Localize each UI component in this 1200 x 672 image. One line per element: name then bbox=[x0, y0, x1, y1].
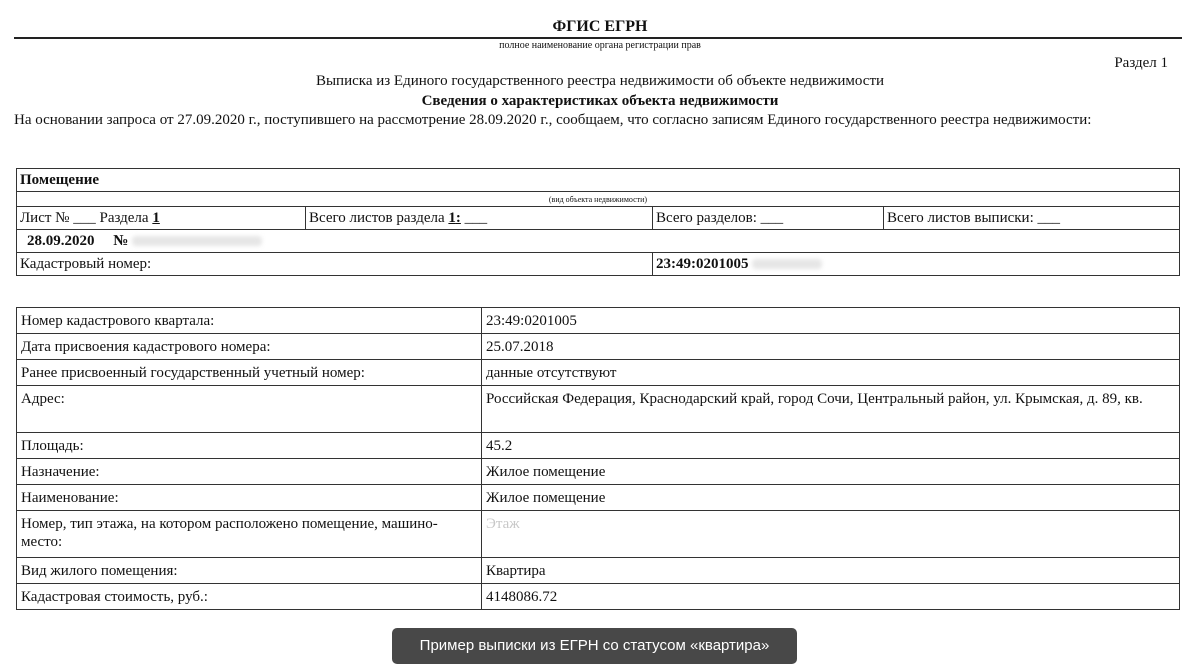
property-row bbox=[17, 360, 1180, 386]
property-value: 45.2 bbox=[482, 433, 1180, 459]
property-value: 25.07.2018 bbox=[482, 334, 1180, 360]
property-value: 4148086.72 bbox=[482, 584, 1180, 610]
property-label: Дата присвоения кадастрового номера: bbox=[17, 334, 482, 360]
property-value: данные отсутствуют bbox=[482, 360, 1180, 386]
number-sign: № bbox=[113, 232, 129, 249]
cadastral-value: 23:49:0201005 bbox=[656, 255, 749, 272]
property-row bbox=[17, 558, 1180, 584]
property-value: Российская Федерация, Краснодарский край, город Сочи, Центральный район, ул. Крымская, д. 89, кв. bbox=[482, 386, 1180, 433]
sheet-label: Лист № bbox=[20, 209, 70, 226]
redacted-cadastral-suffix bbox=[752, 259, 822, 269]
registry-organ-caption: полное наименование органа регистрации прав bbox=[499, 40, 701, 51]
extract-date: 28.09.2020 bbox=[27, 232, 95, 249]
property-label: Ранее присвоенный государственный учетный номер: bbox=[17, 360, 482, 386]
total-sections-label: Всего разделов: bbox=[656, 209, 757, 226]
sheet-number-cell bbox=[17, 207, 306, 230]
property-value: Жилое помещение bbox=[482, 485, 1180, 511]
property-row bbox=[17, 308, 1180, 334]
object-type-caption: (вид объекта недвижимости) bbox=[17, 192, 1180, 207]
property-label: Вид жилого помещения: bbox=[17, 558, 482, 584]
total-sheets-extract-blank: ___ bbox=[1037, 209, 1060, 226]
basis-paragraph: На основании запроса от 27.09.2020 г., поступившего на рассмотрение 28.09.2020 г., сообщаем, что согласно записям Единого государственного реестра недвижимости: bbox=[14, 112, 1092, 128]
object-header-table bbox=[16, 168, 1180, 276]
total-sheets-section-cell bbox=[306, 207, 653, 230]
registry-organ-title: ФГИС ЕГРН bbox=[552, 18, 648, 35]
property-value: Жилое помещение bbox=[482, 459, 1180, 485]
total-sheets-extract-cell bbox=[884, 207, 1180, 230]
properties-body bbox=[17, 308, 1180, 610]
total-sheets-section-label: Всего листов раздела bbox=[309, 209, 445, 226]
property-value: Этаж bbox=[482, 511, 1180, 558]
property-row bbox=[17, 485, 1180, 511]
document-title: Выписка из Единого государственного реестра недвижимости об объекте недвижимости bbox=[315, 73, 885, 89]
property-label: Адрес: bbox=[17, 386, 482, 433]
document-subtitle: Сведения о характеристиках объекта недвижимости bbox=[421, 93, 779, 109]
property-value: Квартира bbox=[482, 558, 1180, 584]
property-label: Кадастровая стоимость, руб.: bbox=[17, 584, 482, 610]
total-sheets-section-blank: ___ bbox=[464, 209, 488, 226]
property-label: Номер, тип этажа, на котором расположено помещение, машино-место: bbox=[17, 511, 482, 558]
property-label: Назначение: bbox=[17, 459, 482, 485]
total-sections-cell bbox=[653, 207, 884, 230]
sheet-blank: ___ bbox=[73, 209, 96, 226]
total-sheets-extract-label: Всего листов выписки: bbox=[887, 209, 1034, 226]
property-value: 23:49:0201005 bbox=[482, 308, 1180, 334]
property-row bbox=[17, 334, 1180, 360]
properties-table bbox=[16, 307, 1180, 610]
property-row bbox=[17, 433, 1180, 459]
date-number-row bbox=[17, 230, 1180, 253]
title-underline bbox=[14, 37, 1182, 39]
cadastral-value-cell bbox=[653, 253, 1180, 276]
property-row bbox=[17, 584, 1180, 610]
property-row bbox=[17, 511, 1180, 558]
property-row bbox=[17, 386, 1180, 433]
redacted-number bbox=[132, 236, 262, 246]
section-number: 1 bbox=[152, 209, 160, 226]
of-section-label: Раздела bbox=[99, 209, 149, 226]
section-label: Раздел 1 bbox=[1114, 55, 1168, 71]
image-caption: Пример выписки из ЕГРН со статусом «квартира» bbox=[392, 628, 797, 664]
cadastral-label: Кадастровый номер: bbox=[17, 253, 653, 276]
property-row bbox=[17, 459, 1180, 485]
total-sheets-section-value: 1 bbox=[448, 209, 456, 226]
total-sheets-section-sep: : bbox=[455, 209, 461, 226]
property-label: Номер кадастрового квартала: bbox=[17, 308, 482, 334]
property-label: Наименование: bbox=[17, 485, 482, 511]
object-type: Помещение bbox=[17, 169, 1180, 192]
property-label: Площадь: bbox=[17, 433, 482, 459]
total-sections-blank: ___ bbox=[760, 209, 784, 226]
